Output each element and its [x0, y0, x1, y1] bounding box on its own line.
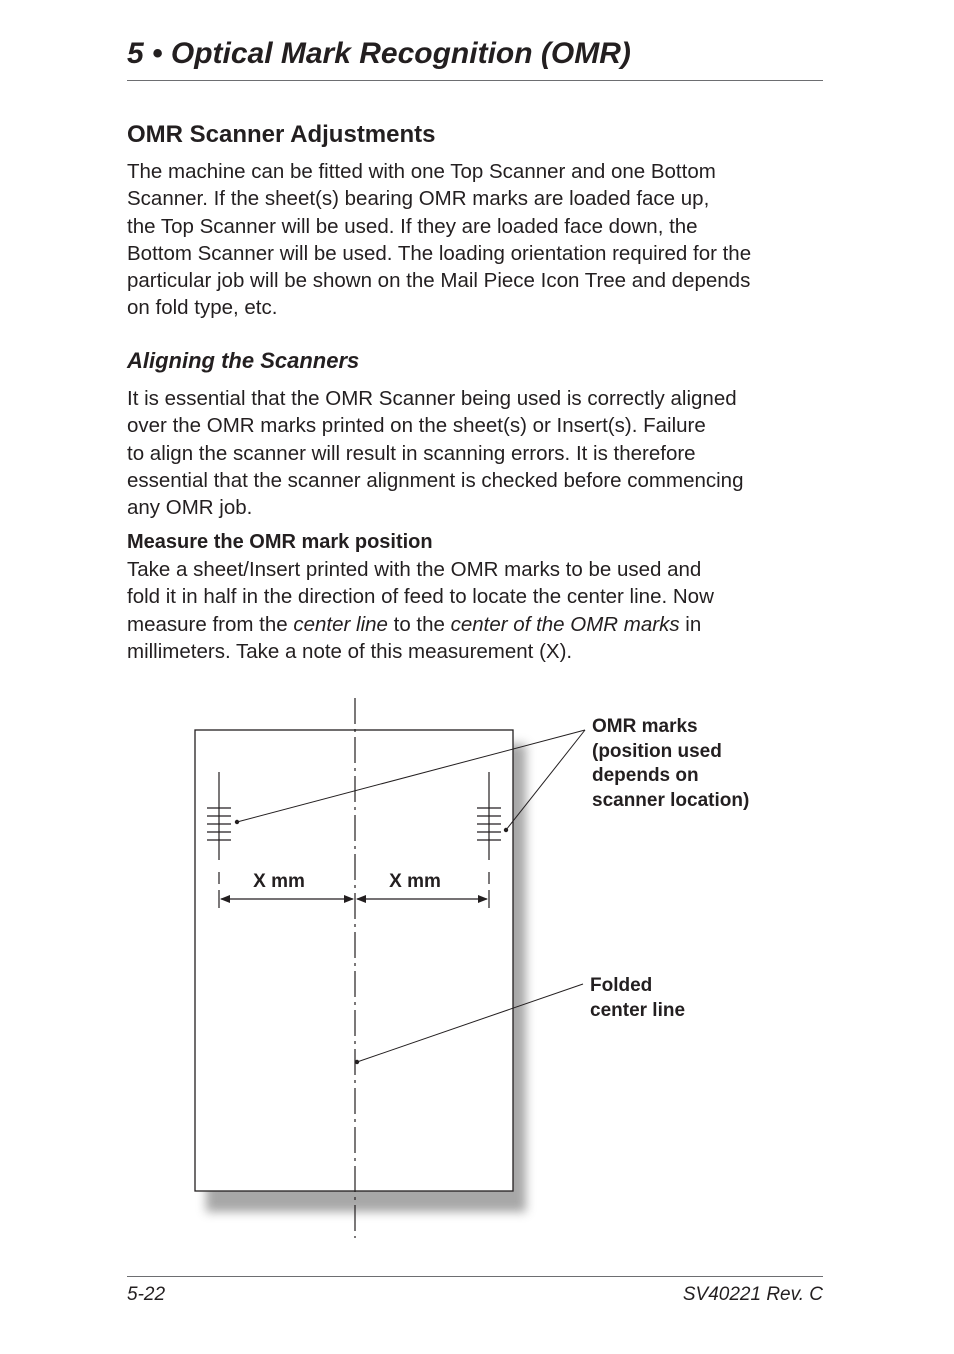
measure-text: to the [387, 612, 451, 636]
intro-line: particular job will be shown on the Mail Piece Icon Tree and depends [127, 269, 751, 293]
measure-line: millimeters. Take a note of this measurement (X). [127, 639, 573, 663]
omr-callout-label: depends on [592, 765, 699, 786]
omr-leader-dot [235, 820, 239, 824]
intro-line: Bottom Scanner will be used. The loading orientation required for the [127, 241, 752, 265]
aligning-paragraph [127, 385, 823, 521]
header-rule [127, 80, 823, 81]
omr-callout-label: OMR marks [592, 716, 698, 737]
omr-center-emphasis: center of the OMR marks [450, 612, 680, 636]
subsection-heading: Aligning the Scanners [127, 348, 360, 373]
center-line-emphasis: center line [293, 612, 388, 636]
omr-callout-label: scanner location) [592, 790, 750, 811]
omr-diagram [0, 690, 954, 1250]
intro-line: The machine can be fitted with one Top Scanner and one Bottom [127, 160, 716, 183]
measure-line: fold it in half in the direction of feed to locate the center line. Now [127, 585, 714, 609]
right-dimension-label: X mm [389, 871, 441, 892]
measure-paragraph [127, 556, 823, 665]
measure-heading: Measure the OMR mark position [127, 531, 433, 553]
measure-line: Take a sheet/Insert printed with the OMR marks to be used and [127, 558, 702, 581]
aligning-line: It is essential that the OMR Scanner being used is correctly aligned [127, 387, 737, 410]
chapter-title: 5 • Optical Mark Recognition (OMR) [127, 37, 631, 70]
measure-text: measure from the [127, 612, 294, 636]
measure-text: in [679, 612, 702, 636]
fold-leader-dot [355, 1060, 359, 1064]
aligning-line: essential that the scanner alignment is checked before commencing [127, 468, 744, 492]
sheet-outline [195, 730, 513, 1191]
intro-line: the Top Scanner will be used. If they are loaded face down, the [127, 214, 698, 238]
fold-callout-label: center line [590, 1000, 686, 1021]
aligning-line: any OMR job. [127, 496, 253, 520]
section-heading: OMR Scanner Adjustments [127, 121, 436, 148]
page-number: 5-22 [127, 1284, 166, 1305]
omr-callout-label: (position used [592, 741, 722, 762]
intro-paragraph [127, 158, 823, 322]
aligning-line: to align the scanner will result in scanning errors. It is therefore [127, 441, 696, 465]
intro-line: Scanner. If the sheet(s) bearing OMR marks are loaded face up, [127, 187, 710, 211]
aligning-line: over the OMR marks printed on the sheet(s) or Insert(s). Failure [127, 414, 706, 438]
intro-line: on fold type, etc. [127, 296, 278, 320]
omr-leader-dot [504, 828, 508, 832]
footer-rule [127, 1276, 823, 1277]
fold-callout-label: Folded [590, 975, 653, 996]
left-dimension-label: X mm [253, 871, 305, 892]
document-reference: SV40221 Rev. C [682, 1284, 823, 1305]
measure-line [127, 611, 823, 638]
